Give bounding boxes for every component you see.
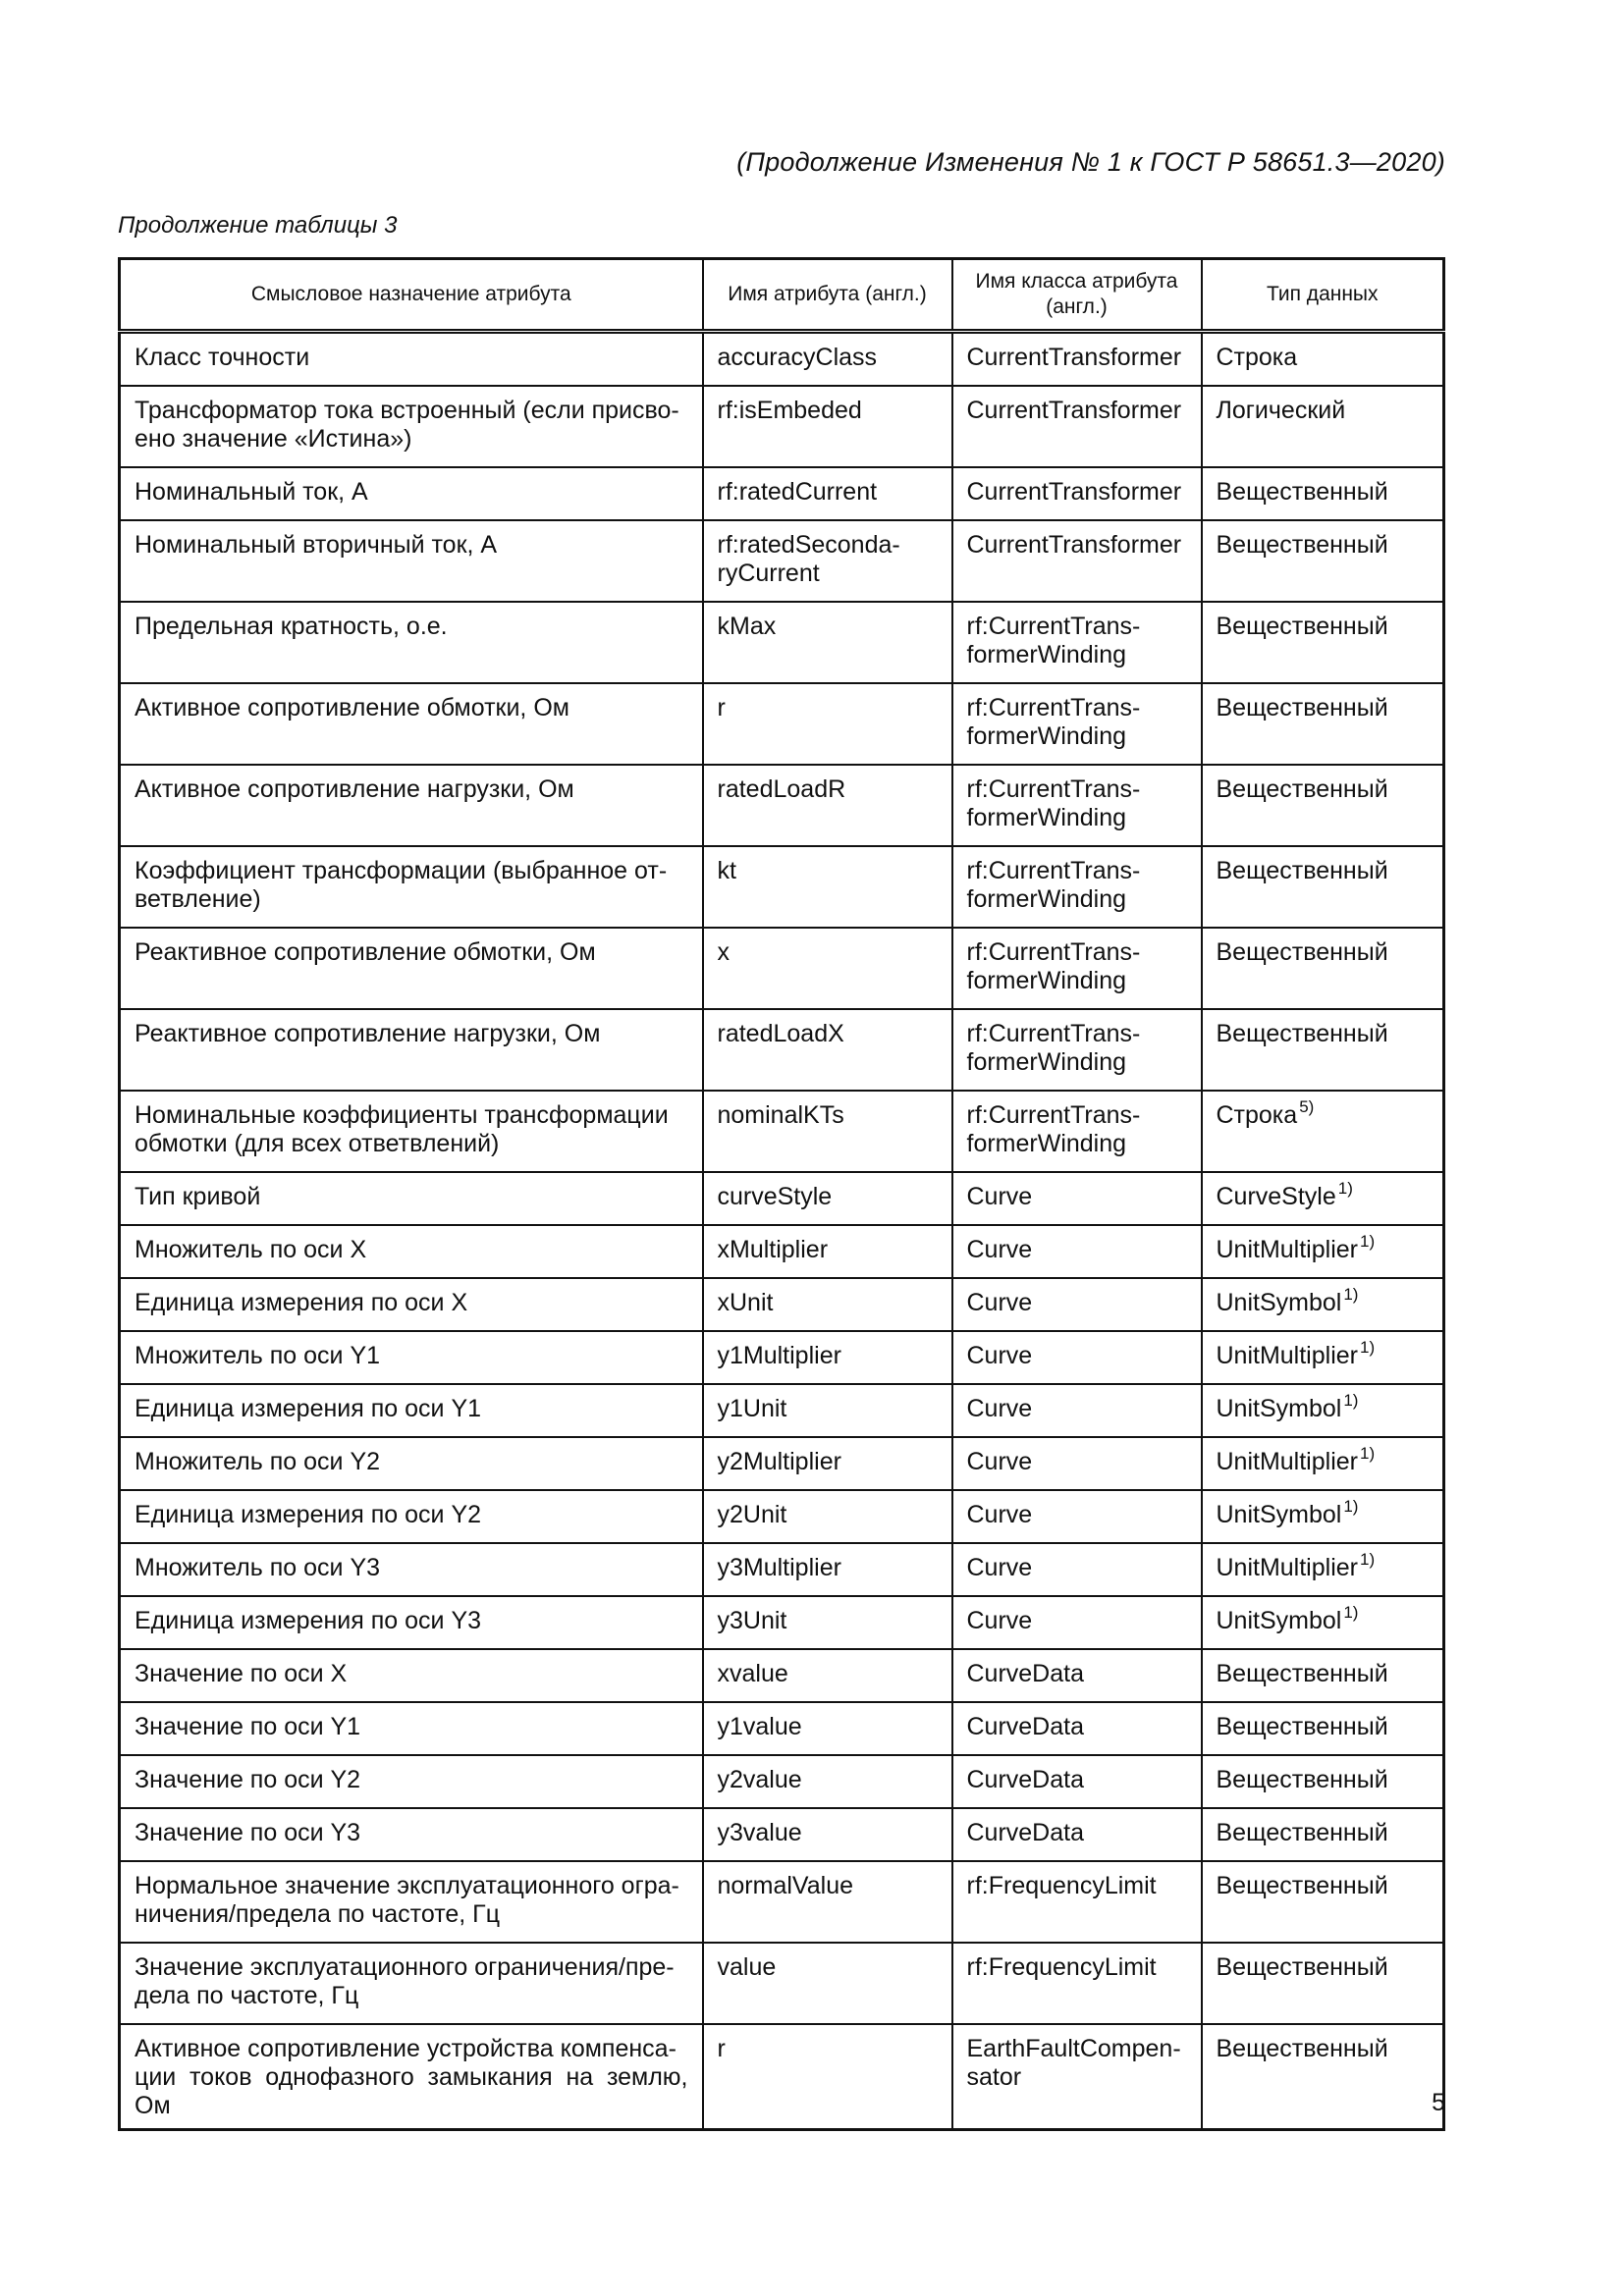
cell-meaning: Нормальное значение эксплуатационного огра- ничения/предела по частоте, Гц (120, 1861, 703, 1943)
cell-meaning: Номинальный ток, А (120, 467, 703, 520)
cell-attribute-class: rf:FrequencyLimit (952, 1943, 1202, 2024)
cell-attribute-class: CurrentTransformer (952, 332, 1202, 387)
table-row (120, 1437, 1444, 1490)
cell-data-type: UnitSymbol $^{1)}$ (1202, 1490, 1444, 1543)
cell-attribute-class: rf:CurrentTrans- formerWinding (952, 1009, 1202, 1091)
cell-attribute-name: y1Multiplier (703, 1331, 952, 1384)
cell-attribute-class: Curve (952, 1331, 1202, 1384)
table-row (120, 1172, 1444, 1225)
table-row (120, 2024, 1444, 2130)
table-row (120, 1278, 1444, 1331)
cell-data-type: Строка $^{5)}$ (1202, 1091, 1444, 1172)
cell-meaning: Значение по оси Y2 (120, 1755, 703, 1808)
cell-attribute-class: EarthFaultCompen- sator (952, 2024, 1202, 2130)
table-row (120, 386, 1444, 467)
cell-meaning: Значение по оси X (120, 1649, 703, 1702)
cell-attribute-class: rf:CurrentTrans- formerWinding (952, 1091, 1202, 1172)
table-row (120, 846, 1444, 928)
table-caption: Продолжение таблицы 3 (118, 212, 398, 239)
cell-attribute-name: y2value (703, 1755, 952, 1808)
cell-attribute-name: nominalKTs (703, 1091, 952, 1172)
cell-attribute-class: rf:CurrentTrans- formerWinding (952, 765, 1202, 846)
cell-attribute-name: y1value (703, 1702, 952, 1755)
cell-meaning: Единица измерения по оси Y2 (120, 1490, 703, 1543)
header-row (120, 259, 1444, 332)
running-header: (Продолжение Изменения № 1 к ГОСТ Р 58651.3—2020) (736, 147, 1445, 177)
cell-attribute-class: rf:CurrentTrans- formerWinding (952, 602, 1202, 683)
cell-data-type: Вещественный (1202, 1943, 1444, 2024)
cell-attribute-name: r (703, 683, 952, 765)
cell-attribute-name: y2Unit (703, 1490, 952, 1543)
cell-data-type: Вещественный (1202, 1009, 1444, 1091)
cell-attribute-name: xvalue (703, 1649, 952, 1702)
footnote-reference: 1) (1343, 1391, 1359, 1410)
cell-meaning: Единица измерения по оси X (120, 1278, 703, 1331)
table-row (120, 1009, 1444, 1091)
cell-data-type: UnitSymbol $^{1)}$ (1202, 1384, 1444, 1437)
cell-attribute-name: y3value (703, 1808, 952, 1861)
table-row (120, 1755, 1444, 1808)
table-row (120, 1943, 1444, 2024)
cell-attribute-class: CurveData (952, 1702, 1202, 1755)
footnote-reference: 1) (1359, 1550, 1376, 1569)
cell-meaning: Множитель по оси Y2 (120, 1437, 703, 1490)
cell-attribute-name: y3Multiplier (703, 1543, 952, 1596)
table-row (120, 1649, 1444, 1702)
table-row (120, 1225, 1444, 1278)
cell-attribute-name: xUnit (703, 1278, 952, 1331)
cell-meaning: Активное сопротивление обмотки, Ом (120, 683, 703, 765)
cell-data-type: UnitSymbol $^{1)}$ (1202, 1278, 1444, 1331)
table-row (120, 1702, 1444, 1755)
cell-meaning: Реактивное сопротивление нагрузки, Ом (120, 1009, 703, 1091)
attributes-table (118, 257, 1445, 2131)
cell-data-type: UnitMultiplier $^{1)}$ (1202, 1331, 1444, 1384)
cell-attribute-class: rf:FrequencyLimit (952, 1861, 1202, 1943)
table-row (120, 1490, 1444, 1543)
cell-data-type: Вещественный (1202, 602, 1444, 683)
cell-attribute-name: kMax (703, 602, 952, 683)
table-row (120, 1861, 1444, 1943)
cell-data-type: UnitMultiplier $^{1)}$ (1202, 1437, 1444, 1490)
cell-attribute-name: accuracyClass (703, 332, 952, 387)
cell-meaning: Значение эксплуатационного ограничения/пре- дела по частоте, Гц (120, 1943, 703, 2024)
cell-meaning: Значение по оси Y3 (120, 1808, 703, 1861)
cell-meaning: Значение по оси Y1 (120, 1702, 703, 1755)
cell-data-type: Вещественный (1202, 1702, 1444, 1755)
table-row (120, 683, 1444, 765)
cell-data-type: Вещественный (1202, 1808, 1444, 1861)
footnote-reference: 1) (1359, 1444, 1376, 1463)
cell-meaning: Множитель по оси Y1 (120, 1331, 703, 1384)
cell-attribute-name: ratedLoadX (703, 1009, 952, 1091)
header-attribute-class: Имя класса атрибута (англ.) (952, 259, 1202, 332)
cell-meaning: Реактивное сопротивление обмотки, Ом (120, 928, 703, 1009)
cell-attribute-class: Curve (952, 1278, 1202, 1331)
page-number: 5 (1432, 2089, 1445, 2116)
table-header (120, 259, 1444, 332)
footnote-reference: 1) (1337, 1179, 1353, 1198)
header-attribute-name: Имя атрибута (англ.) (703, 259, 952, 332)
cell-data-type: Вещественный (1202, 1649, 1444, 1702)
cell-data-type: Вещественный (1202, 928, 1444, 1009)
cell-attribute-class: Curve (952, 1225, 1202, 1278)
cell-attribute-name: rf:ratedSeconda- ryCurrent (703, 520, 952, 602)
cell-data-type: Вещественный (1202, 520, 1444, 602)
cell-attribute-class: Curve (952, 1172, 1202, 1225)
table-row (120, 520, 1444, 602)
cell-attribute-class: Curve (952, 1437, 1202, 1490)
cell-data-type: UnitMultiplier $^{1)}$ (1202, 1543, 1444, 1596)
footnote-reference: 1) (1343, 1603, 1359, 1622)
cell-data-type: UnitSymbol $^{1)}$ (1202, 1596, 1444, 1649)
cell-attribute-name: xMultiplier (703, 1225, 952, 1278)
cell-data-type: CurveStyle $^{1)}$ (1202, 1172, 1444, 1225)
cell-data-type: UnitMultiplier $^{1)}$ (1202, 1225, 1444, 1278)
cell-attribute-class: CurveData (952, 1755, 1202, 1808)
cell-attribute-name: ratedLoadR (703, 765, 952, 846)
table-row (120, 332, 1444, 387)
cell-meaning: Единица измерения по оси Y1 (120, 1384, 703, 1437)
cell-meaning: Номинальный вторичный ток, А (120, 520, 703, 602)
cell-attribute-class: CurrentTransformer (952, 386, 1202, 467)
header-meaning: Смысловое назначение атрибута (120, 259, 703, 332)
cell-meaning: Предельная кратность, о.е. (120, 602, 703, 683)
cell-attribute-name: value (703, 1943, 952, 2024)
cell-attribute-name: rf:isEmbeded (703, 386, 952, 467)
table-row (120, 1091, 1444, 1172)
table-row (120, 1384, 1444, 1437)
cell-attribute-class: CurrentTransformer (952, 467, 1202, 520)
cell-attribute-class: CurrentTransformer (952, 520, 1202, 602)
table-row (120, 602, 1444, 683)
cell-data-type: Вещественный (1202, 683, 1444, 765)
cell-meaning: Активное сопротивление устройства компенса- ции токов однофазного замыкания на землю, Ом (120, 2024, 703, 2130)
cell-attribute-name: y2Multiplier (703, 1437, 952, 1490)
cell-attribute-name: x (703, 928, 952, 1009)
cell-meaning: Множитель по оси X (120, 1225, 703, 1278)
table-row (120, 1596, 1444, 1649)
table-body (120, 332, 1444, 2130)
cell-meaning: Номинальные коэффициенты трансформации обмотки (для всех ответвлений) (120, 1091, 703, 1172)
cell-attribute-class: CurveData (952, 1649, 1202, 1702)
table-row (120, 928, 1444, 1009)
cell-attribute-name: y3Unit (703, 1596, 952, 1649)
cell-meaning: Активное сопротивление нагрузки, Ом (120, 765, 703, 846)
header-data-type: Тип данных (1202, 259, 1444, 332)
cell-meaning: Единица измерения по оси Y3 (120, 1596, 703, 1649)
footnote-reference: 5) (1299, 1097, 1315, 1116)
cell-attribute-class: rf:CurrentTrans- formerWinding (952, 928, 1202, 1009)
footnote-reference: 1) (1359, 1232, 1376, 1251)
table-row (120, 1808, 1444, 1861)
table-row (120, 765, 1444, 846)
table-row (120, 1543, 1444, 1596)
footnote-reference: 1) (1343, 1497, 1359, 1516)
footnote-reference: 1) (1343, 1285, 1359, 1304)
cell-data-type: Вещественный (1202, 2024, 1444, 2130)
cell-attribute-name: curveStyle (703, 1172, 952, 1225)
cell-attribute-class: Curve (952, 1384, 1202, 1437)
cell-meaning: Коэффициент трансформации (выбранное от- ветвление) (120, 846, 703, 928)
cell-data-type: Вещественный (1202, 765, 1444, 846)
cell-attribute-class: Curve (952, 1543, 1202, 1596)
cell-attribute-class: Curve (952, 1490, 1202, 1543)
cell-attribute-class: Curve (952, 1596, 1202, 1649)
cell-data-type: Вещественный (1202, 1755, 1444, 1808)
cell-meaning: Множитель по оси Y3 (120, 1543, 703, 1596)
cell-meaning: Класс точности (120, 332, 703, 387)
cell-attribute-name: r (703, 2024, 952, 2130)
cell-data-type: Вещественный (1202, 846, 1444, 928)
table-row (120, 467, 1444, 520)
cell-attribute-name: rf:ratedCurrent (703, 467, 952, 520)
cell-attribute-name: y1Unit (703, 1384, 952, 1437)
footnote-reference: 1) (1359, 1338, 1376, 1357)
cell-meaning: Трансформатор тока встроенный (если присво- ено значение «Истина») (120, 386, 703, 467)
cell-attribute-name: normalValue (703, 1861, 952, 1943)
cell-meaning: Тип кривой (120, 1172, 703, 1225)
cell-attribute-class: CurveData (952, 1808, 1202, 1861)
table-row (120, 1331, 1444, 1384)
cell-attribute-name: kt (703, 846, 952, 928)
cell-attribute-class: rf:CurrentTrans- formerWinding (952, 846, 1202, 928)
cell-data-type: Строка (1202, 332, 1444, 387)
cell-attribute-class: rf:CurrentTrans- formerWinding (952, 683, 1202, 765)
cell-data-type: Вещественный (1202, 1861, 1444, 1943)
cell-data-type: Вещественный (1202, 467, 1444, 520)
cell-data-type: Логический (1202, 386, 1444, 467)
